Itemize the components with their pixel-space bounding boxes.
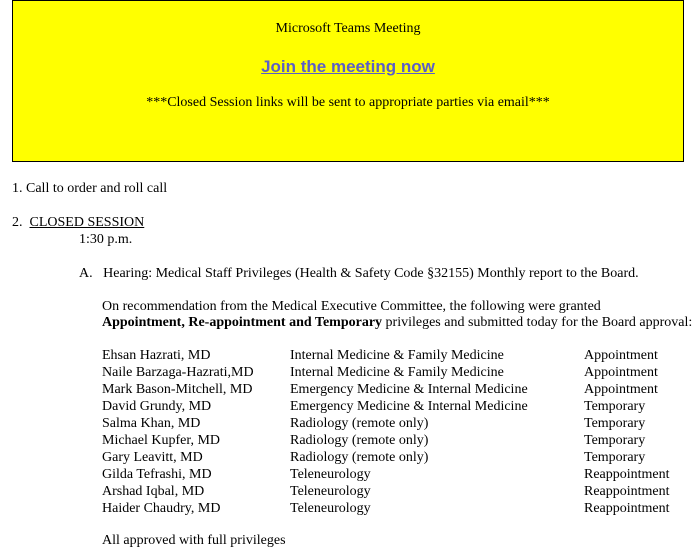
intro-line-2 [102,315,692,331]
physician-name: David Grundy, MD [102,399,212,414]
physician-name: Michael Kupfer, MD [102,433,221,448]
table-row [0,467,700,484]
intro-line-1: On recommendation from the Medical Executive Committee, the following were granted [102,299,601,314]
banner-title: Microsoft Teams Meeting [275,21,421,36]
privilege-type: Reappointment [584,484,670,499]
specialty: Radiology (remote only) [290,416,429,431]
physician-name: Haider Chaudry, MD [102,501,221,516]
specialty: Teleneurology [290,484,371,499]
closing-statement: All approved with full privileges [102,533,286,548]
table-row [0,382,700,399]
table-row [0,501,700,518]
privilege-type: Temporary [584,399,646,414]
hearing-description: (Health & Safety Code §32155) Monthly report to the Board. [291,266,639,281]
physician-name: Arshad Iqbal, MD [102,484,205,499]
agenda-item-closed-session [12,215,144,231]
join-meeting-link[interactable]: Join the meeting now [261,57,435,76]
closed-session-title: CLOSED SESSION [29,215,145,230]
table-row [0,365,700,382]
privilege-type: Appointment [584,348,658,363]
privilege-type: Reappointment [584,467,670,482]
privilege-type: Temporary [584,433,646,448]
physician-name: Naile Barzaga-Hazrati,MD [102,365,254,380]
privilege-type: Reappointment [584,501,670,516]
item-number: 2. [12,215,23,230]
table-row [0,484,700,501]
table-row [0,450,700,467]
privilege-type: Appointment [584,382,658,397]
specialty: Internal Medicine & Family Medicine [290,348,504,363]
closed-session-note: ***Closed Session links will be sent to appropriate parties via email*** [146,95,550,110]
specialty: Internal Medicine & Family Medicine [290,365,504,380]
hearing-title: Hearing: Medical Staff Privileges [103,266,292,281]
session-time: 1:30 p.m. [79,232,133,247]
table-row [0,416,700,433]
subitem-letter: A. [79,266,93,281]
physician-name: Ehsan Hazrati, MD [102,348,211,363]
specialty: Teleneurology [290,467,371,482]
privilege-type: Appointment [584,365,658,380]
privilege-type: Temporary [584,416,646,431]
physician-name: Gary Leavitt, MD [102,450,203,465]
table-row [0,433,700,450]
table-row [0,348,700,365]
specialty: Emergency Medicine & Internal Medicine [290,399,528,414]
subitem-hearing [79,266,639,282]
table-row [0,399,700,416]
specialty: Teleneurology [290,501,371,516]
specialty: Emergency Medicine & Internal Medicine [290,382,528,397]
teams-meeting-banner [12,0,684,162]
intro-rest: privileges and submitted today for the Board approval: [382,315,693,330]
privilege-type: Temporary [584,450,646,465]
privilege-types: Appointment, Re-appointment and Temporary [102,315,383,330]
specialty: Radiology (remote only) [290,450,429,465]
physician-name: Gilda Tefrashi, MD [102,467,212,482]
physician-name: Mark Bason-Mitchell, MD [102,382,253,397]
specialty: Radiology (remote only) [290,433,429,448]
physician-name: Salma Khan, MD [102,416,201,431]
agenda-item-call-to-order: 1. Call to order and roll call [12,181,168,196]
